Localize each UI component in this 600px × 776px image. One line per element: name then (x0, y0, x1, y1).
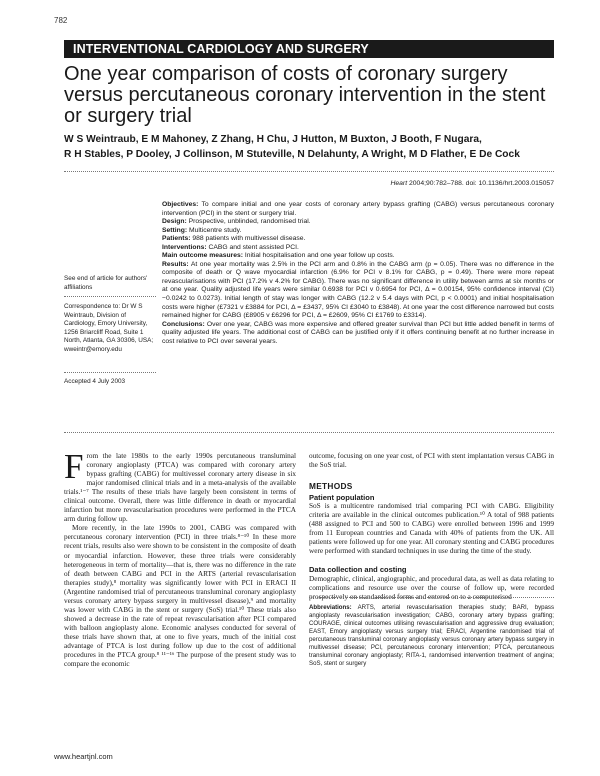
page-number: 782 (54, 16, 68, 25)
citation (310, 180, 554, 187)
abstract-patients: Patients: 988 patients with multivessel disease. (162, 235, 306, 243)
intro-paragraph-1: From the late 1980s to the early 1990s percutaneous transluminal coronary angioplasty (PTCA) was compared with coronary artery bypass grafting (CABG) for multivessel coronary artery disease in six major randomised clinical trials and in a meta-analysis of the available trials.¹⁻⁷ The results of these trials have largely been consistent in terms of clinical outcome. Overall, there was little difference in death or myocardial infarction but more revascularisation procedures were performed in the PTCA arm during follow up. (64, 447, 296, 524)
abstract-results: Results: At one year mortality was 2.5% in the PCI arm and 0.8% in the CABG arm (p = 0.05). There was no difference in the composite of death or Q wave myocardial infarction (6.9% for PCI v 8.1% for CABG, p = 0.49). There were more repeat revascularisations with PCI (17.2% v 4.2% for CABG). There was no significant difference in utility between arms at six months or at one year. Quality adjusted life years were similar 0.6938 for PCI v 0.6954 for PCI, Δ = 0.00154, 95% confidence interval (CI) −0.0242 to 0.0273). Initial length of stay was longer with CABG (12.2 v 5.4 days with PCI, p < 0.0001) and initial hospitalisation costs were higher (£7321 v £3884 for PCI, Δ = £3437, 95% CI £3040 to £3848). At one year the cost difference narrowed but costs remained higher for CABG (£8905 v £6296 for PCI, Δ = £2609, 95% CI £1769 to £3314). (162, 260, 554, 320)
patient-population-text: SoS is a multicentre randomised trial comparing PCI with CABG. Eligibility criteria are available in the clinical outcomes publication.¹⁰ A total of 988 patients (488 assigned to PCI and 500 to CABG) were enrolled between 1996 and 1999 from 11 European countries and Canada with 40% of patients from the UK. All patients were followed up for one year. All coronary stenting and CABG procedures were performed with standard techniques in use during the time of the study. (309, 502, 554, 556)
data-collection-text: Demographic, clinical, angiographic, and procedural data, as well as data relating to complications and resource use over the course of follow up, were recorded prospectively on standardised forms and entered on to a computerised (309, 574, 554, 601)
correspondence: Correspondence to: Dr W S Weintraub, Division of Cardiology, Emory University, 1256 Briarcliff Road, Suite 1 North, Atlanta, GA 30306, USA; wweintr@emory.edu (64, 303, 154, 353)
abstract-divider (64, 432, 554, 433)
author-line-2: R H Stables, P Dooley, J Collinson, M Stuteville, N Delahunty, A Wright, M D Flather, E De Cock (64, 149, 520, 160)
article-title: One year comparison of costs of coronary surgery versus percutaneous coronary intervention in the stent or surgery trial (64, 63, 546, 127)
citation-details: 2004;90:782–788. doi: 10.1136/hrt.2003.015057 (407, 180, 554, 187)
abbreviations-text: ARTS, arterial revascularisation therapies study; BARI, bypass angioplasty revascularisation investigation; CABG, coronary artery bypass grafting; COURAGE, clinical outcomes utilising revascularisation and aggressive drug evaluation; EAST, Emory angioplasty versus surgery trial; ERACI, Argentine randomised trial of percutaneous transluminal coronary angioplasty versus coronary artery bypass surgery in multivessel disease; PCI, percutaneous coronary intervention; PTCA, percutaneous transluminal coronary angioplasty; RITA-1, randomised intervention treatment of angina; SoS, stent or surgery (309, 604, 554, 668)
abstract-conclusions: Conclusions: Over one year, CABG was more expensive and offered greater survival than PCI but little added benefit in terms of quality adjusted life years. The additional cost of CABG can be justified only if it offers continuing benefit at no further increase in cost relative to PCI over several years. (162, 320, 554, 345)
abbreviations-label: Abbreviations: (309, 604, 352, 611)
author-list (64, 132, 564, 162)
body-column-right (309, 452, 554, 602)
patient-population-heading: Patient population (309, 493, 375, 503)
abstract-design: Design: Prospective, unblinded, randomised trial. (162, 218, 311, 226)
abstract-measures: Main outcome measures: Initial hospitalisation and one year follow up costs. (162, 252, 395, 260)
affiliations-note: See end of article for authors' affiliations (64, 275, 148, 291)
section-banner (64, 40, 554, 58)
abbreviations-box (309, 604, 554, 668)
intro-paragraph-3: outcome, focusing on one year cost, of PCI with stent implantation versus CABG in the SoS trial. (309, 452, 554, 470)
methods-heading: METHODS (309, 481, 353, 492)
drop-cap: F (64, 447, 84, 486)
accepted-date: Accepted 4 July 2003 (64, 378, 126, 385)
abstract-setting: Setting: Multicentre study. (162, 226, 242, 234)
journal-url[interactable]: www.heartjnl.com (54, 752, 113, 761)
section-label: INTERVENTIONAL CARDIOLOGY AND SURGERY (73, 42, 369, 56)
citation-journal: Heart (390, 180, 408, 187)
author-line-1: W S Weintraub, E M Mahoney, Z Zhang, H Chu, J Hutton, M Buxton, J Booth, F Nugara, (64, 134, 482, 145)
abstract (162, 201, 554, 346)
intro-paragraph-2: More recently, in the late 1990s to 2001, CABG was compared with percutaneous coronary intervention (PCI) in three trials.⁸⁻¹⁰ In these more recent trials, results also were shown to be consistent in the composite of death or myocardial infarction. However, these three trials were considerably heterogeneous in term of mortality—that is, there was no difference in the rate of death between CABG and PCI in the ARTS (arterial revascularisation therapies study),⁸ mortality was significantly lower with PCI in ERACI II (Argentine randomised trial of percutaneous transluminal coronary angioplasty versus coronary artery bypass surgery in multivessel disease),⁹ and mortality was lower with CABG in the stent or surgery (SoS) trial.¹⁰ These trials also showed a decrease in the rate of repeat revascularisation after PCI compared with balloon angioplasty alone. Economic analyses conducted for several of these trials have shown that, at one to five years, much of the initial cost advantage of PTCA is lost during follow up due to the cost of additional procedures in the PTCA group.⁸ ¹¹⁻¹⁶ The purpose of the present study was to compare the economic (64, 524, 296, 669)
body-column-left (64, 447, 296, 669)
abbreviations-divider (309, 597, 554, 598)
header-divider (64, 171, 554, 172)
sidebar-divider-1 (64, 296, 156, 297)
sidebar-divider-2 (64, 372, 156, 373)
abstract-interventions: Interventions: CABG and stent assisted PCI. (162, 243, 299, 251)
abstract-objectives: Objectives: To compare initial and one year costs of coronary artery bypass grafting (CABG) versus percutaneous coronary intervention (PCI) in the stent or surgery trial. (162, 201, 554, 217)
data-collection-heading: Data collection and costing (309, 565, 407, 575)
